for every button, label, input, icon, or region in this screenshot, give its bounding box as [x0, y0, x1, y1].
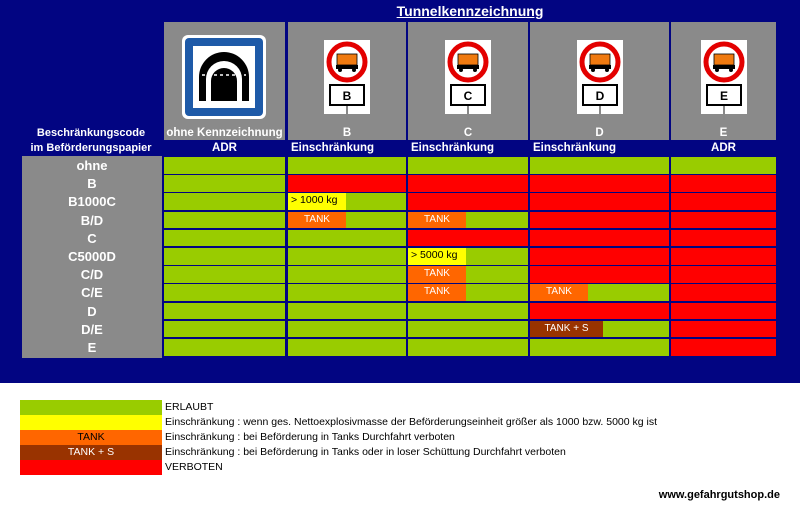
matrix-cell: [164, 339, 285, 356]
column-sublabel: ADR: [671, 142, 776, 155]
matrix-cell: [288, 248, 406, 265]
matrix-cell: [408, 303, 528, 320]
legend-swatch: TANK: [20, 430, 162, 445]
matrix-cell: [288, 175, 406, 192]
column-label: ohne Kennzeichnung: [166, 127, 283, 139]
row-label-ohne: ohne: [76, 158, 108, 173]
column-sublabel: Einschränkung: [408, 142, 528, 155]
column-label: D: [595, 127, 604, 139]
matrix-cell: [164, 303, 285, 320]
matrix-cell: [671, 212, 776, 229]
restriction-mark: TANK: [408, 284, 466, 301]
matrix-cell: [408, 157, 528, 174]
no-dangerous-goods-sign-icon: [445, 40, 491, 120]
matrix-cell: [288, 157, 406, 174]
restriction-mark: TANK: [530, 284, 588, 301]
matrix-cell: [288, 230, 406, 247]
column-label: C: [463, 127, 473, 139]
matrix-cell: [408, 175, 528, 192]
legend-swatch: [20, 400, 162, 415]
restriction-mark: TANK + S: [530, 321, 603, 338]
restriction-mark: > 1000 kg: [288, 193, 346, 210]
matrix-cell: [530, 248, 669, 265]
matrix-cell: [288, 284, 406, 301]
column-label: B: [342, 127, 352, 139]
no-dangerous-goods-sign-icon: [577, 40, 623, 120]
row-header-line1: Beschränkungscode: [36, 127, 146, 139]
matrix-cell: [530, 193, 669, 210]
matrix-cell: [164, 212, 285, 229]
row-label-c-d: C/D: [80, 267, 104, 283]
legend-text: Einschränkung : wenn ges. Nettoexplosivmasse der Beförderungseinheit größer als 1000 bzw. 5000 kg ist: [165, 416, 658, 428]
no-dangerous-goods-sign-icon: [701, 40, 747, 120]
row-label-e: E: [87, 340, 97, 355]
matrix-cell: [408, 193, 528, 210]
tunnel-sign-icon: [182, 35, 266, 119]
row-label-d-e: D/E: [81, 321, 103, 337]
restriction-mark: TANK: [288, 212, 346, 229]
matrix-cell: [164, 175, 285, 192]
matrix-cell: [671, 339, 776, 356]
matrix-cell: [164, 193, 285, 210]
matrix-cell: [530, 230, 669, 247]
column-sublabel: Einschränkung: [288, 142, 406, 155]
matrix-cell: [530, 266, 669, 283]
matrix-cell: [530, 303, 669, 320]
matrix-cell: [671, 266, 776, 283]
tunnel-category-plate: E: [719, 89, 728, 103]
tunnel-category-plate: D: [595, 89, 604, 103]
page-title: Tunnelkennzeichnung: [396, 3, 544, 19]
matrix-cell: [408, 321, 528, 338]
matrix-cell: [530, 175, 669, 192]
matrix-cell: [671, 321, 776, 338]
matrix-cell: [164, 321, 285, 338]
matrix-cell: [671, 193, 776, 210]
matrix-cell: [288, 339, 406, 356]
matrix-cell: [408, 339, 528, 356]
no-dangerous-goods-sign-icon: [324, 40, 370, 120]
tunnel-category-plate: C: [463, 89, 473, 103]
matrix-cell: [164, 248, 285, 265]
column-sublabel: Einschränkung: [530, 142, 669, 155]
matrix-cell: [288, 321, 406, 338]
restriction-mark: TANK: [408, 212, 466, 229]
legend-text: Einschränkung : bei Beförderung in Tanks oder in loser Schüttung Durchfahrt verboten: [165, 446, 566, 458]
matrix-cell: [530, 212, 669, 229]
matrix-cell: [671, 157, 776, 174]
matrix-cell: [164, 157, 285, 174]
matrix-cell: [671, 175, 776, 192]
matrix-cell: [164, 230, 285, 247]
legend-text: VERBOTEN: [165, 461, 223, 473]
footer-website: www.gefahrgutshop.de: [658, 489, 780, 501]
row-label-b-d: B/D: [80, 212, 104, 228]
matrix-cell: [671, 303, 776, 320]
legend-swatch: [20, 460, 162, 475]
matrix-cell: [671, 248, 776, 265]
row-label-c-e: C/E: [81, 285, 103, 301]
row-label-d: D: [87, 303, 97, 319]
legend-swatch: TANK + S: [20, 445, 162, 460]
matrix-cell: [408, 230, 528, 247]
row-label-c5000d: C5000D: [68, 249, 116, 264]
tunnel-category-plate: B: [342, 89, 352, 103]
row-header-line2: im Beförderungspapier: [30, 142, 152, 154]
legend-text: Einschränkung : bei Beförderung in Tanks Durchfahrt verboten: [165, 431, 455, 443]
matrix-cell: [288, 266, 406, 283]
matrix-cell: [671, 284, 776, 301]
matrix-cell: [164, 266, 285, 283]
column-label: E: [719, 127, 728, 139]
matrix-cell: [671, 230, 776, 247]
matrix-cell: [164, 284, 285, 301]
row-label-c: C: [87, 230, 97, 246]
column-sublabel: ADR: [164, 142, 285, 155]
row-label-b1000c: B1000C: [68, 194, 116, 210]
legend-swatch: [20, 415, 162, 430]
matrix-cell: [530, 157, 669, 174]
legend-text: ERLAUBT: [165, 401, 214, 413]
restriction-mark: TANK: [408, 266, 466, 283]
restriction-mark: > 5000 kg: [408, 248, 466, 265]
matrix-cell: [288, 303, 406, 320]
matrix-cell: [530, 339, 669, 356]
row-label-b: B: [87, 176, 97, 192]
